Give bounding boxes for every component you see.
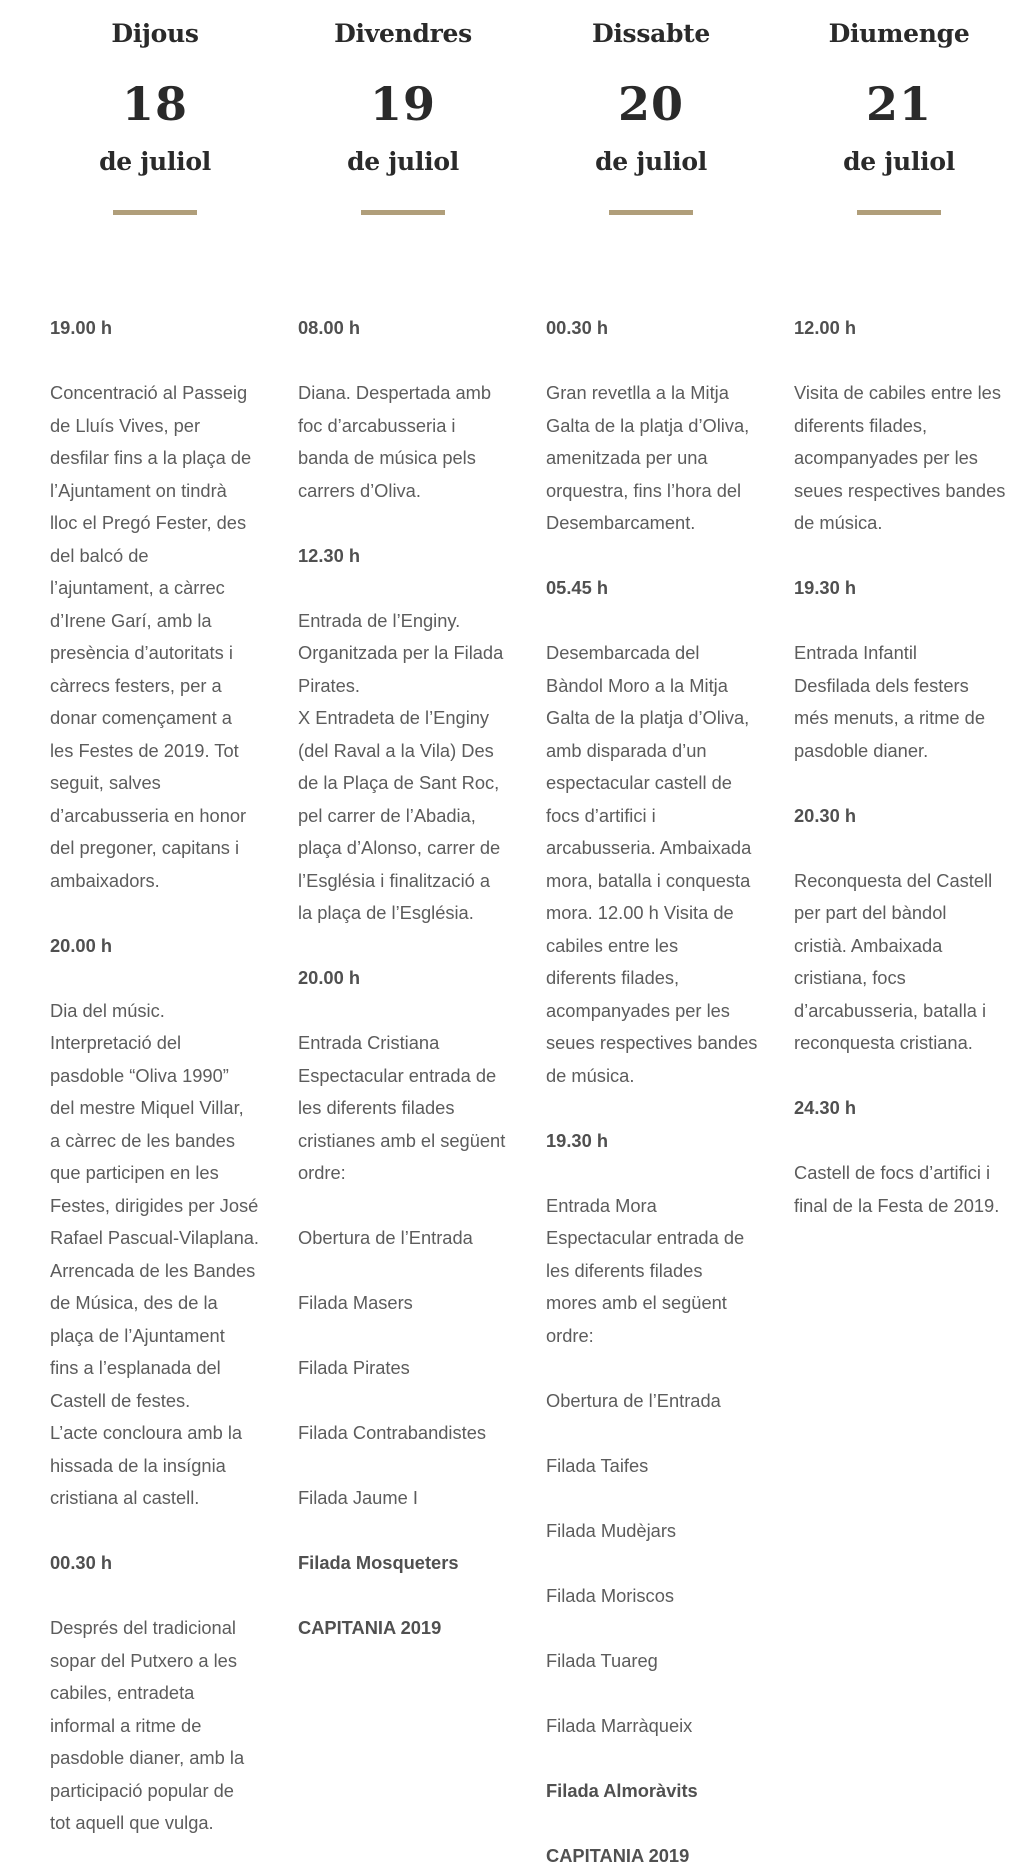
event-time: 20.00 h — [298, 962, 513, 995]
day-divider — [609, 210, 693, 215]
day-number: 19 — [298, 76, 508, 132]
event-time: 12.30 h — [298, 540, 513, 573]
event-time: 12.00 h — [794, 312, 1009, 345]
day-number: 18 — [50, 76, 260, 132]
event-description: Filada Moriscos — [546, 1580, 761, 1613]
event-time: 00.30 h — [50, 1547, 265, 1580]
event-description: Filada Masers — [298, 1287, 513, 1320]
event-highlight: Filada Almoràvits — [546, 1775, 761, 1808]
event-description: Filada Jaume I — [298, 1482, 513, 1515]
event-description: Obertura de l’Entrada — [298, 1222, 513, 1255]
event-description: Filada Tuareg — [546, 1645, 761, 1678]
day-divider — [857, 210, 941, 215]
event-time: 00.30 h — [546, 312, 761, 345]
day-header — [50, 0, 260, 220]
day-month: de juliol — [50, 142, 260, 182]
event-description: Desembarcada del Bàndol Moro a la Mitja Galta de la platja d’Oliva, amb disparada d’un espectacular castell de focs d’artifici i arcabusseria. Ambaixada mora, batalla i conquesta mora. 12.00 h Visita de cabiles entre les diferents filades, acompanyades per les seues respectives bandes de música. — [546, 637, 761, 1092]
event-time: 20.30 h — [794, 800, 1009, 833]
event-time: 19.30 h — [546, 1125, 761, 1158]
festival-schedule — [50, 0, 1010, 1850]
event-list — [794, 312, 1009, 1222]
event-description: Filada Taifes — [546, 1450, 761, 1483]
event-time: 05.45 h — [546, 572, 761, 605]
event-list — [298, 312, 513, 1645]
event-description: Entrada de l’Enginy. Organitzada per la Filada Pirates. X Entradeta de l’Enginy (del Raval a la Vila) Des de la Plaça de Sant Roc, pel carrer de l’Abadia, plaça d’Alonso, carrer de l’Església i finalització a la plaça de l’Església. — [298, 605, 513, 930]
day-month: de juliol — [546, 142, 756, 182]
event-description: Després del tradicional sopar del Putxero a les cabiles, entradeta informal a ritme de pasdoble dianer, amb la participació popular de tot aquell que vulga. — [50, 1612, 265, 1840]
day-name: Divendres — [298, 14, 508, 54]
day-month: de juliol — [298, 142, 508, 182]
event-description: Filada Pirates — [298, 1352, 513, 1385]
event-time: 19.30 h — [794, 572, 1009, 605]
day-name: Dijous — [50, 14, 260, 54]
event-highlight: CAPITANIA 2019 — [298, 1612, 513, 1645]
event-time: 24.30 h — [794, 1092, 1009, 1125]
event-description: Castell de focs d’artifici i final de la Festa de 2019. — [794, 1157, 1009, 1222]
day-header — [298, 0, 508, 220]
event-list — [546, 312, 761, 1872]
event-description: Entrada Cristiana Espectacular entrada de les diferents filades cristianes amb el següent ordre: — [298, 1027, 513, 1190]
event-description: Filada Marràqueix — [546, 1710, 761, 1743]
event-description: Visita de cabiles entre les diferents filades, acompanyades per les seues respectives bandes de música. — [794, 377, 1009, 540]
event-highlight: CAPITANIA 2019 — [546, 1840, 761, 1872]
day-header — [546, 0, 756, 220]
event-description: Concentració al Passeig de Lluís Vives, per desfilar fins a la plaça de l’Ajuntament on tindrà lloc el Pregó Fester, des del balcó de l’ajuntament, a càrrec d’Irene Garí, amb la presència d’autoritats i càrrecs festers, per a donar començament a les Festes de 2019. Tot seguit, salves d’arcabusseria en honor del pregoner, capitans i ambaixadors. — [50, 377, 265, 897]
event-description: Dia del músic. Interpretació del pasdoble “Oliva 1990” del mestre Miquel Villar, a càrrec de les bandes que participen en les Festes, dirigides per José Rafael Pascual-Vilaplana. Arrencada de les Bandes de Música, des de la plaça de l’Ajuntament fins a l’esplanada del Castell de festes. L’acte concloura amb la hissada de la insígnia cristiana al castell. — [50, 995, 265, 1515]
day-month: de juliol — [794, 142, 1004, 182]
day-name: Diumenge — [794, 14, 1004, 54]
event-description: Filada Mudèjars — [546, 1515, 761, 1548]
day-number: 20 — [546, 76, 756, 132]
event-time: 08.00 h — [298, 312, 513, 345]
event-time: 20.00 h — [50, 930, 265, 963]
event-highlight: Filada Mosqueters — [298, 1547, 513, 1580]
event-description: Obertura de l’Entrada — [546, 1385, 761, 1418]
day-divider — [113, 210, 197, 215]
day-name: Dissabte — [546, 14, 756, 54]
event-description: Reconquesta del Castell per part del bàndol cristià. Ambaixada cristiana, focs d’arcabusseria, batalla i reconquesta cristiana. — [794, 865, 1009, 1060]
event-list — [50, 312, 265, 1840]
event-time: 19.00 h — [50, 312, 265, 345]
day-divider — [361, 210, 445, 215]
event-description: Entrada Mora Espectacular entrada de les diferents filades mores amb el següent ordre: — [546, 1190, 761, 1353]
day-number: 21 — [794, 76, 1004, 132]
event-description: Gran revetlla a la Mitja Galta de la platja d’Oliva, amenitzada per una orquestra, fins l’hora del Desembarcament. — [546, 377, 761, 540]
event-description: Filada Contrabandistes — [298, 1417, 513, 1450]
day-header — [794, 0, 1004, 220]
event-description: Diana. Despertada amb foc d’arcabusseria i banda de música pels carrers d’Oliva. — [298, 377, 513, 507]
event-description: Entrada Infantil Desfilada dels festers més menuts, a ritme de pasdoble dianer. — [794, 637, 1009, 767]
